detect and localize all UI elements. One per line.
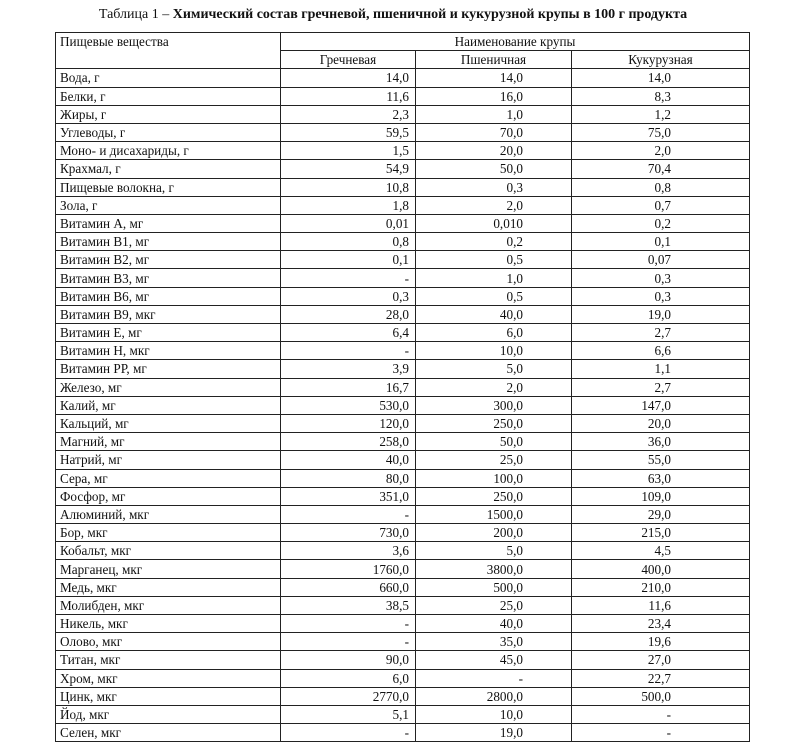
cell-wheat: 0,2 [416,233,572,251]
cell-corn: 22,7 [572,669,750,687]
cell-wheat: 2800,0 [416,687,572,705]
cell-buckwheat: 1,8 [281,196,416,214]
cell-wheat: 6,0 [416,324,572,342]
cell-corn: 8,3 [572,87,750,105]
cell-corn: 1,1 [572,360,750,378]
cell-substance: Калий, мг [56,396,281,414]
cell-wheat: 1,0 [416,105,572,123]
cell-buckwheat: 28,0 [281,305,416,323]
cell-buckwheat: 2770,0 [281,687,416,705]
cell-corn: - [572,724,750,742]
cell-wheat: 19,0 [416,724,572,742]
cell-wheat: 50,0 [416,433,572,451]
cell-substance: Марганец, мкг [56,560,281,578]
cell-buckwheat: 0,1 [281,251,416,269]
cell-corn: 210,0 [572,578,750,596]
cell-corn: 14,0 [572,69,750,87]
cell-buckwheat: 1,5 [281,142,416,160]
cell-wheat: 100,0 [416,469,572,487]
cell-buckwheat: 258,0 [281,433,416,451]
cell-wheat: 70,0 [416,123,572,141]
cell-wheat: 0,5 [416,287,572,305]
cell-wheat: 0,010 [416,214,572,232]
cell-corn: 0,1 [572,233,750,251]
table-row [56,669,750,687]
table-row [56,687,750,705]
cell-buckwheat: - [281,724,416,742]
cell-wheat: 2,0 [416,378,572,396]
cell-corn: 2,0 [572,142,750,160]
cell-substance: Магний, мг [56,433,281,451]
table-row [56,578,750,596]
cell-wheat: 5,0 [416,360,572,378]
cell-buckwheat: 16,7 [281,378,416,396]
cell-buckwheat: 2,3 [281,105,416,123]
table-row [56,160,750,178]
cell-buckwheat: 3,9 [281,360,416,378]
table-row [56,414,750,432]
cell-buckwheat: 730,0 [281,524,416,542]
cell-substance: Сера, мг [56,469,281,487]
cell-corn: 75,0 [572,123,750,141]
cell-buckwheat: 6,0 [281,669,416,687]
cell-corn: 0,07 [572,251,750,269]
cell-corn: 27,0 [572,651,750,669]
cell-wheat: - [416,669,572,687]
table-row [56,342,750,360]
table-caption [0,6,786,24]
cell-substance: Фосфор, мг [56,487,281,505]
cell-substance: Витамин Н, мкг [56,342,281,360]
table-row [56,142,750,160]
table-row [56,560,750,578]
cell-substance: Зола, г [56,196,281,214]
table-row [56,87,750,105]
cell-wheat: 14,0 [416,69,572,87]
header-buckwheat: Гречневая [281,51,416,69]
composition-table [55,32,750,742]
cell-wheat: 3800,0 [416,560,572,578]
cell-buckwheat: - [281,269,416,287]
cell-corn: 19,0 [572,305,750,323]
cell-wheat: 500,0 [416,578,572,596]
cell-wheat: 5,0 [416,542,572,560]
table-row [56,651,750,669]
cell-corn: 147,0 [572,396,750,414]
cell-substance: Алюминий, мкг [56,505,281,523]
cell-substance: Цинк, мкг [56,687,281,705]
cell-wheat: 0,3 [416,178,572,196]
table-row [56,615,750,633]
cell-corn: 63,0 [572,469,750,487]
cell-corn: 19,6 [572,633,750,651]
cell-substance: Йод, мкг [56,705,281,723]
cell-corn: 70,4 [572,160,750,178]
cell-wheat: 40,0 [416,615,572,633]
table-row [56,724,750,742]
cell-substance: Молибден, мкг [56,596,281,614]
cell-buckwheat: 90,0 [281,651,416,669]
cell-corn: 0,3 [572,269,750,287]
cell-buckwheat: 660,0 [281,578,416,596]
cell-buckwheat: 6,4 [281,324,416,342]
table-row [56,542,750,560]
cell-wheat: 40,0 [416,305,572,323]
cell-buckwheat: 0,01 [281,214,416,232]
cell-substance: Олово, мкг [56,633,281,651]
cell-wheat: 45,0 [416,651,572,669]
table-row [56,69,750,87]
cell-buckwheat: - [281,615,416,633]
cell-substance: Крахмал, г [56,160,281,178]
cell-wheat: 10,0 [416,342,572,360]
cell-wheat: 200,0 [416,524,572,542]
cell-substance: Витамин В2, мг [56,251,281,269]
cell-wheat: 50,0 [416,160,572,178]
table-row [56,214,750,232]
table-row [56,705,750,723]
cell-corn: 20,0 [572,414,750,432]
cell-wheat: 16,0 [416,87,572,105]
cell-substance: Углеводы, г [56,123,281,141]
cell-buckwheat: 80,0 [281,469,416,487]
table-row [56,505,750,523]
cell-substance: Моно- и дисахариды, г [56,142,281,160]
table-row [56,524,750,542]
cell-buckwheat: 3,6 [281,542,416,560]
cell-substance: Жиры, г [56,105,281,123]
cell-buckwheat: 120,0 [281,414,416,432]
cell-corn: 23,4 [572,615,750,633]
cell-corn: 0,8 [572,178,750,196]
cell-substance: Кальций, мг [56,414,281,432]
table-row [56,105,750,123]
cell-wheat: 25,0 [416,596,572,614]
cell-substance: Вода, г [56,69,281,87]
cell-substance: Кобальт, мкг [56,542,281,560]
cell-corn: 29,0 [572,505,750,523]
caption-prefix: Таблица 1 – [98,7,173,22]
cell-corn: 400,0 [572,560,750,578]
cell-wheat: 0,5 [416,251,572,269]
cell-buckwheat: - [281,505,416,523]
table-row [56,324,750,342]
cell-wheat: 250,0 [416,414,572,432]
table-row [56,123,750,141]
cell-corn: 215,0 [572,524,750,542]
cell-buckwheat: 40,0 [281,451,416,469]
cell-corn: 500,0 [572,687,750,705]
cell-substance: Пищевые волокна, г [56,178,281,196]
cell-wheat: 250,0 [416,487,572,505]
cell-corn: - [572,705,750,723]
cell-substance: Натрий, мг [56,451,281,469]
header-substance: Пищевые вещества [56,33,281,69]
cell-substance: Витамин В3, мг [56,269,281,287]
cell-buckwheat: 5,1 [281,705,416,723]
cell-substance: Витамин Е, мг [56,324,281,342]
cell-corn: 2,7 [572,324,750,342]
table-row [56,451,750,469]
table-row [56,360,750,378]
cell-corn: 55,0 [572,451,750,469]
cell-buckwheat: 38,5 [281,596,416,614]
cell-buckwheat: 0,3 [281,287,416,305]
caption-title: Химический состав гречневой, пшеничной и кукурузной крупы в 100 г продукта [172,7,688,22]
table-row [56,305,750,323]
cell-buckwheat: 59,5 [281,123,416,141]
table-row [56,469,750,487]
cell-wheat: 1500,0 [416,505,572,523]
cell-buckwheat: 0,8 [281,233,416,251]
cell-substance: Титан, мкг [56,651,281,669]
cell-wheat: 1,0 [416,269,572,287]
header-group: Наименование крупы [281,33,750,51]
table-row [56,251,750,269]
cell-substance: Витамин А, мг [56,214,281,232]
cell-wheat: 2,0 [416,196,572,214]
cell-substance: Витамин В1, мг [56,233,281,251]
cell-substance: Витамин В9, мкг [56,305,281,323]
cell-substance: Никель, мкг [56,615,281,633]
cell-substance: Витамин В6, мг [56,287,281,305]
cell-substance: Бор, мкг [56,524,281,542]
cell-buckwheat: 14,0 [281,69,416,87]
cell-corn: 2,7 [572,378,750,396]
cell-substance: Селен, мкг [56,724,281,742]
table-row [56,633,750,651]
cell-substance: Белки, г [56,87,281,105]
table-row [56,396,750,414]
table-row [56,196,750,214]
cell-substance: Хром, мкг [56,669,281,687]
cell-buckwheat: 11,6 [281,87,416,105]
table-row [56,487,750,505]
cell-corn: 6,6 [572,342,750,360]
cell-corn: 0,2 [572,214,750,232]
table-row [56,378,750,396]
cell-wheat: 300,0 [416,396,572,414]
table-row [56,596,750,614]
table-body [56,69,750,742]
cell-wheat: 35,0 [416,633,572,651]
cell-corn: 0,3 [572,287,750,305]
header-corn: Кукурузная [572,51,750,69]
table-row [56,433,750,451]
cell-buckwheat: - [281,633,416,651]
cell-substance: Витамин РР, мг [56,360,281,378]
header-wheat: Пшеничная [416,51,572,69]
cell-corn: 11,6 [572,596,750,614]
cell-wheat: 25,0 [416,451,572,469]
cell-buckwheat: 54,9 [281,160,416,178]
cell-buckwheat: 530,0 [281,396,416,414]
cell-wheat: 10,0 [416,705,572,723]
cell-buckwheat: 351,0 [281,487,416,505]
table-row [56,269,750,287]
cell-corn: 0,7 [572,196,750,214]
table-row [56,287,750,305]
cell-corn: 36,0 [572,433,750,451]
cell-substance: Медь, мкг [56,578,281,596]
cell-corn: 4,5 [572,542,750,560]
cell-buckwheat: 1760,0 [281,560,416,578]
cell-buckwheat: - [281,342,416,360]
cell-substance: Железо, мг [56,378,281,396]
cell-wheat: 20,0 [416,142,572,160]
table-row [56,233,750,251]
cell-buckwheat: 10,8 [281,178,416,196]
cell-corn: 109,0 [572,487,750,505]
cell-corn: 1,2 [572,105,750,123]
table-row [56,178,750,196]
